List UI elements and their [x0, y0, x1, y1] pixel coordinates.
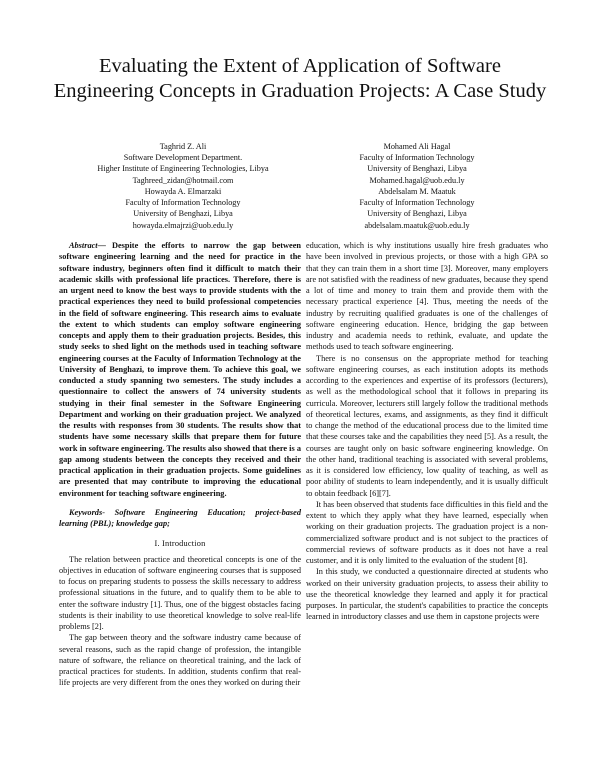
author-organization: Higher Institute of Engineering Technologies, Libya — [97, 164, 269, 174]
abstract-text: Despite the efforts to narrow the gap between software engineering learning and the need for practice in the software industry, beginners often find it difficult to match their academic skills with professional life practices. Therefore, there is an urgent need to know the best ways to provide students with the practical experiences they need to build professional competencies in the field of software engineering. This research aims to evaluate the extent to which students can employ software engineering concepts and apply them to their graduation projects. Besides, this study seeks to shed light on the methods used in teaching software engineering courses at the Faculty of Information Technology at the University of Benghazi, to improve them. To achieve this goal, we conducted a study spanning two semesters. The study includes a questionnaire to collect the answers of 74 university students studying in their final semester in the Software Engineering Department and working on their graduation project. We analyzed the results with responses from 30 students. The results show that students have some necessary skills that prepare them for future work in software engineering. The results also showed that there is a gap among students between the concepts they received and their practical application in their graduation projects. Some guidelines are presented that may contribute to improving the educational environment for teaching software engineering. — [59, 241, 301, 498]
author-name: Howayda A. Elmarzaki — [144, 187, 222, 196]
author-organization: University of Benghazi, Libya — [133, 209, 233, 219]
abstract-label: Abstract— — [69, 241, 106, 250]
paragraph: The relation between practice and theoretical concepts is one of the objectives in education of software engineering courses that is supposed to focus on preparing students to possess the skills necessary to address professional situations in the future, and to qualify them to be able to enter the software industry [1]. Thus, one of the biggest obstacles facing students is their inability to use theoretical knowledge to solve real-life problems [2]. — [59, 554, 301, 631]
paper-title: Evaluating the Extent of Application of Software Engineering Concepts in Graduation Projects: A Case Study — [53, 55, 547, 102]
right-column — [306, 240, 548, 623]
author-email: abdelsalam.maatuk@uob.edu.ly — [364, 220, 470, 230]
author-department: Faculty of Information Technology — [359, 198, 475, 208]
author-email: howayda.elmajrzi@uob.edu.ly — [132, 220, 234, 230]
keywords: Keywords- Software Engineering Education; project-based learning (PBL); knowledge gap; — [59, 507, 301, 528]
left-column — [59, 240, 301, 689]
paragraph: In this study, we conducted a questionnaire directed at students who worked on their university graduation projects, to assess their ability to use the theoretical knowledge they learned and apply it for practical purposes. In particular, the student's capabilities to practice the concepts learned in introductory classes and use them in capstone projects were — [306, 567, 548, 622]
author-email: Taghreed_zidan@hotmail.com — [132, 175, 234, 185]
section-heading: I. Introduction — [154, 539, 206, 549]
author-email: Mohamed.hagal@uob.edu.ly — [369, 175, 465, 185]
author-organization: University of Benghazi, Libya — [367, 164, 467, 174]
paragraph: The gap between theory and the software industry came because of several reasons, such as the rapid change of profession, the intangible nature of software, the reliance on theoretical training, and the lack of practical practices for students. In addition, students confirm that real-life projects are very different from the ones they worked on during their — [59, 633, 301, 688]
author-name: Mohamed Ali Hagal — [383, 142, 451, 151]
paragraph: There is no consensus on the appropriate method for teaching software engineering courses, as each institution adopts its methods according to the experiences and expertise of its professors (lecturers), as well as the methodological school that it follows in preparing its curricula. Moreover, lecturers still largely follow the traditional methods of theoretical lectures, exams, and assignments, as they find it difficult to change the method of the educational process due to the limited time that these courses take and the capabilities they need [5]. As a result, the courses are taught only on basic software engineering knowledge. On the other hand, traditional teaching is associated with several problems, as it is considered low efficiency, low quality of teaching, as well as poor ability of students to learn independently, and it is usually difficult to obtain feedback [6][7]. — [306, 353, 548, 498]
author-organization: University of Benghazi, Libya — [367, 209, 467, 219]
abstract — [59, 240, 301, 499]
author-block — [58, 141, 308, 186]
paragraph: It has been observed that students face difficulties in this field and the extent to which they apply what they have learned, especially when working on their graduation projects. The graduation project is a non-commercialized software product and is not subject to the practices of commercial reviews of software products as it does not have a real customer, and it is only limited to the evaluation of the student [8]. — [306, 499, 548, 565]
author-department: Faculty of Information Technology — [125, 198, 241, 208]
author-department: Faculty of Information Technology — [359, 153, 475, 163]
author-department: Software Development Department. — [123, 153, 243, 163]
author-block — [292, 141, 542, 186]
author-block — [58, 186, 308, 231]
author-name: Abdelsalam M. Maatuk — [378, 187, 456, 196]
paragraph: education, which is why institutions usually hire fresh graduates who have been involved in previous projects, or those with a high GPA so that they can train them in a short time [3]. Moreover, many employers are not satisfied with the readiness of new graduates, because they spend a lot of time and money to train them and provide them with the necessary practical experience [4]. Thus, meeting the needs of the industry by recruiting qualified graduates is one of the challenges of software engineering education. Hence, bridging the gap between industry and academia needs to rethink, evaluate, and update the methods used to teach software engineering. — [306, 241, 548, 352]
author-name: Taghrid Z. Ali — [159, 142, 207, 151]
author-block — [292, 186, 542, 231]
